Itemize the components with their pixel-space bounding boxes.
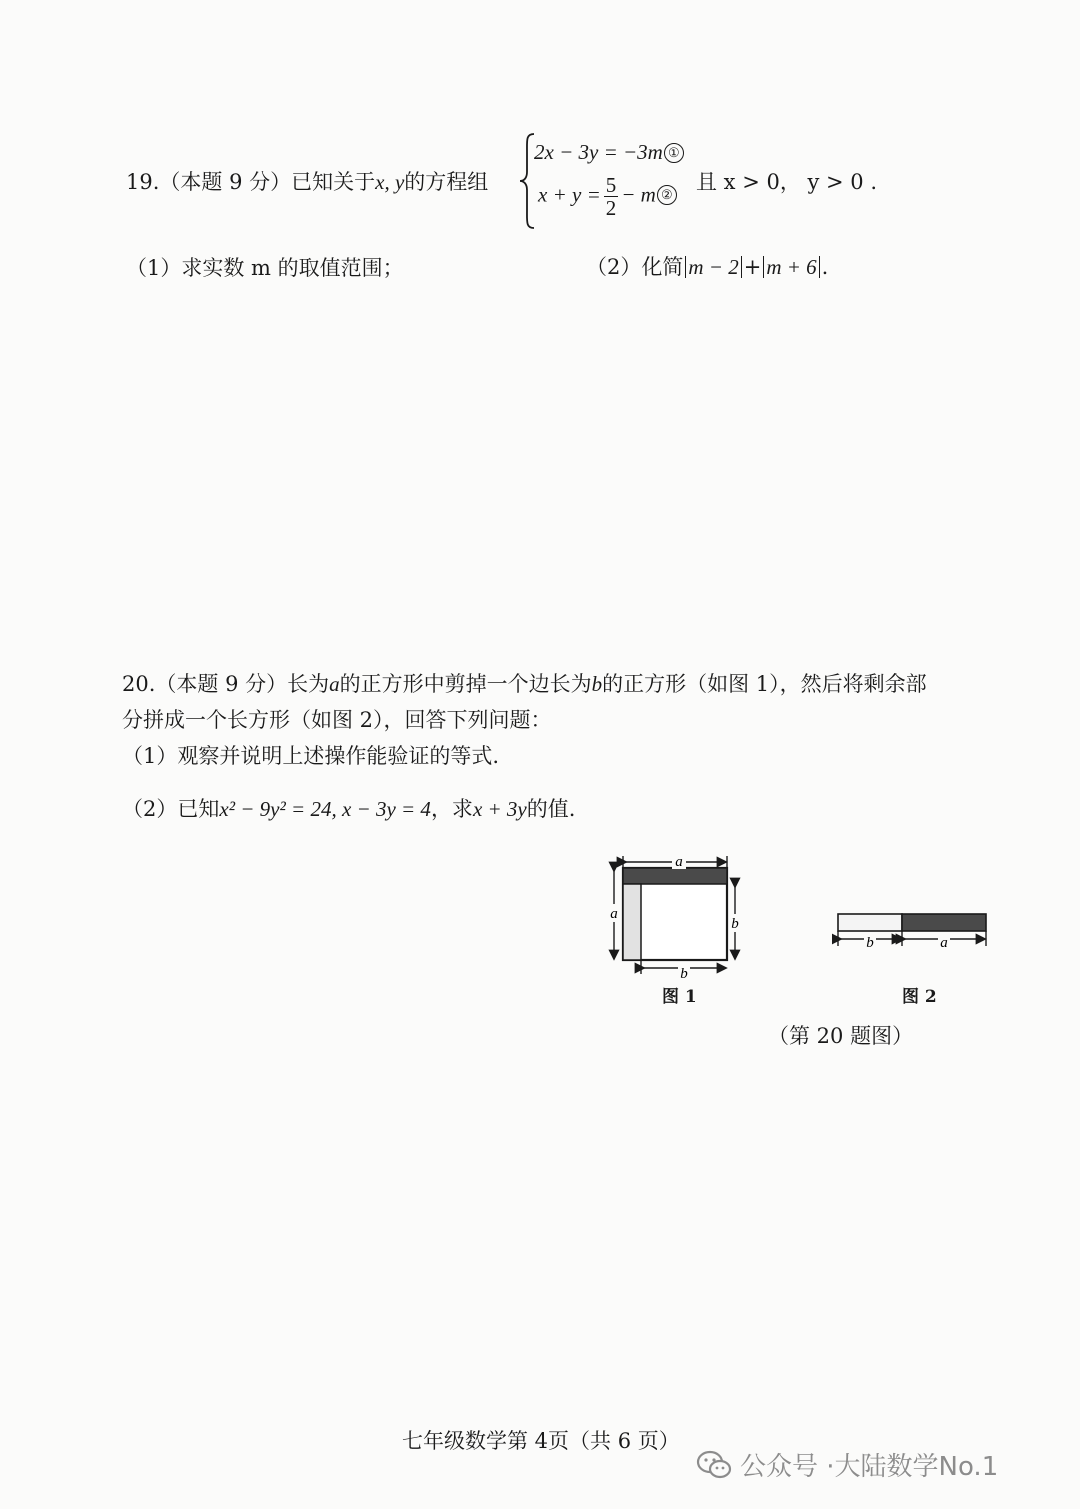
q20-part2-formula: x² − 9y² = 24, x − 3y = 4 bbox=[219, 797, 431, 821]
q20-line2: 分拼成一个长方形（如图 2），回答下列问题： bbox=[122, 708, 552, 732]
q19-score: （本题 9 分） bbox=[159, 170, 292, 194]
q19-condition: 且 x > 0， y > 0 . bbox=[696, 170, 878, 194]
q19-stem-after: 的方程组 bbox=[404, 170, 489, 194]
eq2-denominator: 2 bbox=[605, 196, 617, 221]
q19-part2-end: . bbox=[821, 255, 829, 279]
q20-line1-a: 长为 bbox=[287, 672, 330, 696]
abs-bar-right-1 bbox=[741, 256, 742, 278]
q19-equation-2 bbox=[538, 174, 677, 219]
watermark-prefix: 公众号 · bbox=[740, 1452, 835, 1482]
q20-line1 bbox=[122, 674, 927, 695]
q19-stem-before: 已知关于 bbox=[291, 170, 376, 194]
fig2-dark-part bbox=[902, 914, 986, 931]
figure-1 bbox=[605, 852, 755, 982]
q20-number: 20. bbox=[122, 672, 156, 696]
q20-part2-expr: x + 3y bbox=[472, 797, 527, 821]
eq2-rhs: − m bbox=[621, 182, 656, 207]
q20-score: （本题 9 分） bbox=[155, 672, 288, 696]
q19-equation-1 bbox=[534, 140, 684, 165]
watermark-name: 大陆数学No.1 bbox=[834, 1452, 999, 1482]
abs-expr-1: m − 2 bbox=[688, 255, 739, 279]
fig1-label-left-a: a bbox=[610, 906, 618, 922]
fig1-label-top-a: a bbox=[675, 854, 683, 870]
abs-expr-2: m + 6 bbox=[766, 255, 817, 279]
q19-part2 bbox=[586, 256, 828, 278]
figure-2 bbox=[832, 906, 992, 958]
q20-part2 bbox=[122, 799, 575, 820]
q20-part1: （1）观察并说明上述操作能验证的等式. bbox=[122, 744, 500, 768]
fig2-caption: 图 2 bbox=[902, 987, 937, 1007]
eq2-numerator: 5 bbox=[605, 173, 617, 197]
q20-var-b: b bbox=[591, 672, 603, 696]
q20-line1-b: 的正方形中剪掉一个边长为 bbox=[339, 672, 592, 696]
watermark bbox=[696, 1446, 998, 1483]
eq2-fraction bbox=[604, 174, 619, 219]
eq2-lhs: x + y = bbox=[538, 182, 601, 207]
page-footer: 七年级数学第 4页（共 6 页） bbox=[402, 1429, 680, 1453]
q19-vars: x, y bbox=[375, 170, 405, 194]
q20-part2-end: 的值. bbox=[526, 797, 576, 821]
fig2-light-part bbox=[838, 914, 902, 931]
fig1-dark-strip bbox=[623, 868, 727, 884]
fig1-label-bottom-b: b bbox=[680, 966, 688, 982]
eq1-text: 2x − 3y = −3m bbox=[534, 140, 663, 164]
q20-part2-ask: ，求 bbox=[430, 797, 473, 821]
q19-part2-label: （2）化简 bbox=[586, 255, 684, 279]
figure-title: （第 20 题图） bbox=[768, 1024, 914, 1048]
abs-bar-left-1 bbox=[685, 256, 686, 278]
abs-plus: + bbox=[743, 255, 762, 279]
fig1-label-right-b: b bbox=[731, 916, 739, 932]
fig1-caption: 图 1 bbox=[662, 987, 697, 1007]
wechat-icon bbox=[696, 1450, 732, 1480]
q20-part2-label: （2）已知 bbox=[122, 797, 220, 821]
q20-var-a: a bbox=[329, 672, 340, 696]
q19-stem bbox=[126, 172, 488, 193]
abs-bar-right-2 bbox=[819, 256, 820, 278]
eq1-mark: ① bbox=[664, 143, 684, 163]
fig1-light-strip bbox=[623, 884, 641, 960]
q19-part1: （1）求实数 m 的取值范围； bbox=[126, 256, 404, 280]
abs-bar-left-2 bbox=[763, 256, 764, 278]
eq2-mark: ② bbox=[657, 185, 677, 205]
q20-line1-c: 的正方形（如图 1），然后将剩余部 bbox=[602, 672, 927, 696]
fig2-label-b: b bbox=[866, 935, 874, 951]
fig2-label-a: a bbox=[940, 935, 948, 951]
q19-number: 19. bbox=[126, 170, 160, 194]
